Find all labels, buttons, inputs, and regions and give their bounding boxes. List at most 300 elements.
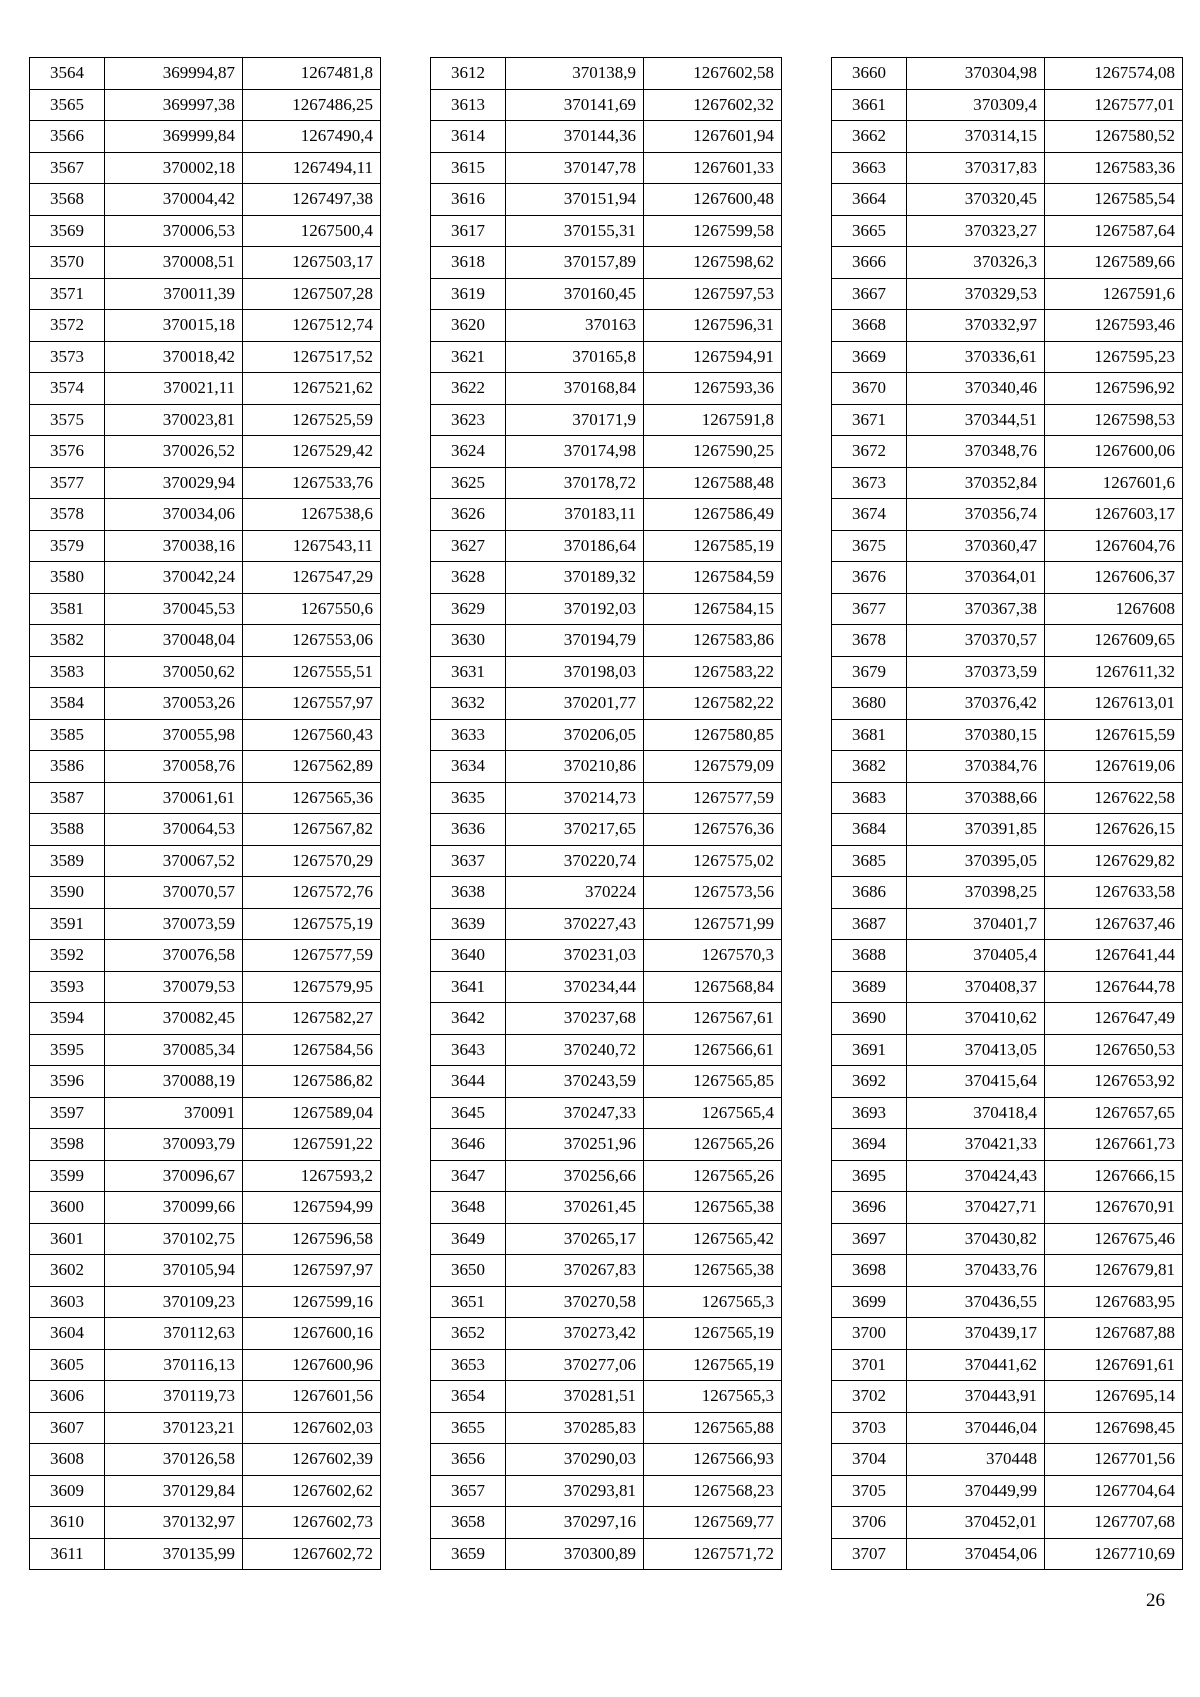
x-coordinate-cell: 370267,83 [506,1255,644,1287]
y-coordinate-cell: 1267602,39 [243,1444,381,1476]
point-number-cell: 3643 [431,1034,506,1066]
point-number-cell: 3659 [431,1538,506,1570]
y-coordinate-cell: 1267572,76 [243,877,381,909]
y-coordinate-cell: 1267600,48 [644,184,782,216]
y-coordinate-cell: 1267602,72 [243,1538,381,1570]
coordinate-table-1 [29,57,381,1570]
x-coordinate-cell: 370270,58 [506,1286,644,1318]
y-coordinate-cell: 1267543,11 [243,530,381,562]
point-number-cell: 3611 [30,1538,105,1570]
table-row [431,1444,782,1476]
y-coordinate-cell: 1267580,52 [1045,121,1183,153]
table-row [832,782,1183,814]
point-number-cell: 3639 [431,908,506,940]
table-row [431,719,782,751]
x-coordinate-cell: 370452,01 [907,1507,1045,1539]
point-number-cell: 3631 [431,656,506,688]
point-number-cell: 3605 [30,1349,105,1381]
point-number-cell: 3656 [431,1444,506,1476]
x-coordinate-cell: 370076,58 [105,940,243,972]
x-coordinate-cell: 370388,66 [907,782,1045,814]
table-row [431,152,782,184]
y-coordinate-cell: 1267570,29 [243,845,381,877]
y-coordinate-cell: 1267580,85 [644,719,782,751]
x-coordinate-cell: 370433,76 [907,1255,1045,1287]
point-number-cell: 3621 [431,341,506,373]
point-number-cell: 3598 [30,1129,105,1161]
table-row [832,1223,1183,1255]
point-number-cell: 3668 [832,310,907,342]
point-number-cell: 3682 [832,751,907,783]
x-coordinate-cell: 370085,34 [105,1034,243,1066]
point-number-cell: 3661 [832,89,907,121]
table-row [30,688,381,720]
x-coordinate-cell: 370178,72 [506,467,644,499]
point-number-cell: 3652 [431,1318,506,1350]
table-row [431,1381,782,1413]
table-row [832,1318,1183,1350]
coordinate-table-3 [831,57,1183,1570]
x-coordinate-cell: 370398,25 [907,877,1045,909]
table-row [30,467,381,499]
y-coordinate-cell: 1267679,81 [1045,1255,1183,1287]
x-coordinate-cell: 370234,44 [506,971,644,1003]
x-coordinate-cell: 370147,78 [506,152,644,184]
y-coordinate-cell: 1267494,11 [243,152,381,184]
y-coordinate-cell: 1267497,38 [243,184,381,216]
x-coordinate-cell: 370356,74 [907,499,1045,531]
y-coordinate-cell: 1267602,62 [243,1475,381,1507]
table-row [431,1255,782,1287]
point-number-cell: 3651 [431,1286,506,1318]
x-coordinate-cell: 370290,03 [506,1444,644,1476]
y-coordinate-cell: 1267609,65 [1045,625,1183,657]
point-number-cell: 3577 [30,467,105,499]
x-coordinate-cell: 370192,03 [506,593,644,625]
point-number-cell: 3690 [832,1003,907,1035]
table-row [431,751,782,783]
y-coordinate-cell: 1267661,73 [1045,1129,1183,1161]
y-coordinate-cell: 1267613,01 [1045,688,1183,720]
x-coordinate-cell: 370446,04 [907,1412,1045,1444]
y-coordinate-cell: 1267603,17 [1045,499,1183,531]
y-coordinate-cell: 1267566,61 [644,1034,782,1066]
table-row [431,373,782,405]
table-row [431,1349,782,1381]
table-row [431,940,782,972]
point-number-cell: 3654 [431,1381,506,1413]
x-coordinate-cell: 370151,94 [506,184,644,216]
x-coordinate-cell: 370053,26 [105,688,243,720]
x-coordinate-cell: 369994,87 [105,58,243,90]
table-row [832,1507,1183,1539]
point-number-cell: 3602 [30,1255,105,1287]
table-row [832,121,1183,153]
y-coordinate-cell: 1267602,58 [644,58,782,90]
table-row [30,89,381,121]
y-coordinate-cell: 1267590,25 [644,436,782,468]
point-number-cell: 3701 [832,1349,907,1381]
point-number-cell: 3582 [30,625,105,657]
point-number-cell: 3593 [30,971,105,1003]
point-number-cell: 3591 [30,908,105,940]
table-row [832,656,1183,688]
point-number-cell: 3703 [832,1412,907,1444]
y-coordinate-cell: 1267566,93 [644,1444,782,1476]
y-coordinate-cell: 1267547,29 [243,562,381,594]
point-number-cell: 3588 [30,814,105,846]
y-coordinate-cell: 1267597,53 [644,278,782,310]
table-row [30,121,381,153]
x-coordinate-cell: 370194,79 [506,625,644,657]
point-number-cell: 3657 [431,1475,506,1507]
table-row [30,1034,381,1066]
y-coordinate-cell: 1267557,97 [243,688,381,720]
point-number-cell: 3568 [30,184,105,216]
table-row [30,656,381,688]
point-number-cell: 3564 [30,58,105,90]
point-number-cell: 3610 [30,1507,105,1539]
x-coordinate-cell: 370008,51 [105,247,243,279]
table-row [431,341,782,373]
y-coordinate-cell: 1267707,68 [1045,1507,1183,1539]
y-coordinate-cell: 1267589,66 [1045,247,1183,279]
x-coordinate-cell: 370015,18 [105,310,243,342]
table-row [431,1003,782,1035]
y-coordinate-cell: 1267591,6 [1045,278,1183,310]
table-row [832,1034,1183,1066]
x-coordinate-cell: 370055,98 [105,719,243,751]
y-coordinate-cell: 1267574,08 [1045,58,1183,90]
x-coordinate-cell: 370155,31 [506,215,644,247]
point-number-cell: 3632 [431,688,506,720]
y-coordinate-cell: 1267582,27 [243,1003,381,1035]
point-number-cell: 3625 [431,467,506,499]
table-row [30,908,381,940]
y-coordinate-cell: 1267577,01 [1045,89,1183,121]
point-number-cell: 3633 [431,719,506,751]
point-number-cell: 3646 [431,1129,506,1161]
x-coordinate-cell: 370061,61 [105,782,243,814]
y-coordinate-cell: 1267597,97 [243,1255,381,1287]
x-coordinate-cell: 370231,03 [506,940,644,972]
table-row [431,1034,782,1066]
y-coordinate-cell: 1267641,44 [1045,940,1183,972]
point-number-cell: 3620 [431,310,506,342]
table-row [30,373,381,405]
point-number-cell: 3678 [832,625,907,657]
x-coordinate-cell: 370034,06 [105,499,243,531]
table-row [832,58,1183,90]
y-coordinate-cell: 1267550,6 [243,593,381,625]
table-row [832,1538,1183,1570]
table-row [832,1097,1183,1129]
y-coordinate-cell: 1267594,99 [243,1192,381,1224]
table-row [30,562,381,594]
point-number-cell: 3706 [832,1507,907,1539]
table-row [832,1066,1183,1098]
x-coordinate-cell: 369999,84 [105,121,243,153]
x-coordinate-cell: 370174,98 [506,436,644,468]
point-number-cell: 3566 [30,121,105,153]
table-row [431,845,782,877]
table-row [30,751,381,783]
y-coordinate-cell: 1267619,06 [1045,751,1183,783]
table-row [832,1349,1183,1381]
y-coordinate-cell: 1267611,32 [1045,656,1183,688]
point-number-cell: 3658 [431,1507,506,1539]
x-coordinate-cell: 370102,75 [105,1223,243,1255]
table-row [832,152,1183,184]
y-coordinate-cell: 1267675,46 [1045,1223,1183,1255]
y-coordinate-cell: 1267701,56 [1045,1444,1183,1476]
y-coordinate-cell: 1267585,54 [1045,184,1183,216]
table-row [30,814,381,846]
x-coordinate-cell: 370206,05 [506,719,644,751]
point-number-cell: 3684 [832,814,907,846]
y-coordinate-cell: 1267601,56 [243,1381,381,1413]
y-coordinate-cell: 1267593,2 [243,1160,381,1192]
point-number-cell: 3681 [832,719,907,751]
table-row [30,782,381,814]
point-number-cell: 3697 [832,1223,907,1255]
table-row [832,247,1183,279]
y-coordinate-cell: 1267601,33 [644,152,782,184]
point-number-cell: 3693 [832,1097,907,1129]
point-number-cell: 3616 [431,184,506,216]
x-coordinate-cell: 370418,4 [907,1097,1045,1129]
y-coordinate-cell: 1267666,15 [1045,1160,1183,1192]
y-coordinate-cell: 1267622,58 [1045,782,1183,814]
y-coordinate-cell: 1267586,82 [243,1066,381,1098]
point-number-cell: 3670 [832,373,907,405]
table-row [30,530,381,562]
x-coordinate-cell: 370198,03 [506,656,644,688]
y-coordinate-cell: 1267602,32 [644,89,782,121]
x-coordinate-cell: 370439,17 [907,1318,1045,1350]
table-row [30,499,381,531]
table-row [832,593,1183,625]
x-coordinate-cell: 370201,77 [506,688,644,720]
x-coordinate-cell: 370237,68 [506,1003,644,1035]
x-coordinate-cell: 370018,42 [105,341,243,373]
point-number-cell: 3634 [431,751,506,783]
table-row [30,1507,381,1539]
x-coordinate-cell: 370243,59 [506,1066,644,1098]
x-coordinate-cell: 370265,17 [506,1223,644,1255]
x-coordinate-cell: 370141,69 [506,89,644,121]
table-row [431,404,782,436]
y-coordinate-cell: 1267595,23 [1045,341,1183,373]
y-coordinate-cell: 1267507,28 [243,278,381,310]
table-row [431,877,782,909]
point-number-cell: 3675 [832,530,907,562]
x-coordinate-cell: 370408,37 [907,971,1045,1003]
point-number-cell: 3691 [832,1034,907,1066]
point-number-cell: 3600 [30,1192,105,1224]
table-row [30,593,381,625]
x-coordinate-cell: 370082,45 [105,1003,243,1035]
point-number-cell: 3595 [30,1034,105,1066]
point-number-cell: 3663 [832,152,907,184]
point-number-cell: 3573 [30,341,105,373]
table-row [832,751,1183,783]
y-coordinate-cell: 1267567,61 [644,1003,782,1035]
y-coordinate-cell: 1267555,51 [243,656,381,688]
y-coordinate-cell: 1267600,96 [243,1349,381,1381]
x-coordinate-cell: 370300,89 [506,1538,644,1570]
y-coordinate-cell: 1267657,65 [1045,1097,1183,1129]
y-coordinate-cell: 1267584,15 [644,593,782,625]
point-number-cell: 3570 [30,247,105,279]
y-coordinate-cell: 1267687,88 [1045,1318,1183,1350]
x-coordinate-cell: 370064,53 [105,814,243,846]
table-row [30,278,381,310]
x-coordinate-cell: 370186,64 [506,530,644,562]
x-coordinate-cell: 370352,84 [907,467,1045,499]
x-coordinate-cell: 370214,73 [506,782,644,814]
point-number-cell: 3599 [30,1160,105,1192]
table-row [832,688,1183,720]
x-coordinate-cell: 370138,9 [506,58,644,90]
point-number-cell: 3687 [832,908,907,940]
point-number-cell: 3569 [30,215,105,247]
table-row [30,184,381,216]
y-coordinate-cell: 1267644,78 [1045,971,1183,1003]
point-number-cell: 3624 [431,436,506,468]
point-number-cell: 3603 [30,1286,105,1318]
point-number-cell: 3594 [30,1003,105,1035]
x-coordinate-cell: 370441,62 [907,1349,1045,1381]
x-coordinate-cell: 370096,67 [105,1160,243,1192]
point-number-cell: 3636 [431,814,506,846]
point-number-cell: 3584 [30,688,105,720]
y-coordinate-cell: 1267565,38 [644,1192,782,1224]
x-coordinate-cell: 370011,39 [105,278,243,310]
point-number-cell: 3688 [832,940,907,972]
point-number-cell: 3665 [832,215,907,247]
x-coordinate-cell: 370088,19 [105,1066,243,1098]
y-coordinate-cell: 1267553,06 [243,625,381,657]
y-coordinate-cell: 1267565,26 [644,1160,782,1192]
x-coordinate-cell: 370277,06 [506,1349,644,1381]
x-coordinate-cell: 370002,18 [105,152,243,184]
point-number-cell: 3596 [30,1066,105,1098]
table-row [30,1349,381,1381]
table-row [431,530,782,562]
point-number-cell: 3707 [832,1538,907,1570]
y-coordinate-cell: 1267583,36 [1045,152,1183,184]
x-coordinate-cell: 370317,83 [907,152,1045,184]
table-row [30,436,381,468]
y-coordinate-cell: 1267604,76 [1045,530,1183,562]
table-row [431,436,782,468]
y-coordinate-cell: 1267567,82 [243,814,381,846]
table-row [30,310,381,342]
y-coordinate-cell: 1267599,58 [644,215,782,247]
x-coordinate-cell: 370058,76 [105,751,243,783]
table-row [832,877,1183,909]
point-number-cell: 3667 [832,278,907,310]
point-number-cell: 3585 [30,719,105,751]
table-row [832,908,1183,940]
point-number-cell: 3650 [431,1255,506,1287]
y-coordinate-cell: 1267588,48 [644,467,782,499]
table-row [431,467,782,499]
y-coordinate-cell: 1267593,36 [644,373,782,405]
point-number-cell: 3607 [30,1412,105,1444]
table-row [832,719,1183,751]
table-row [832,341,1183,373]
point-number-cell: 3574 [30,373,105,405]
y-coordinate-cell: 1267570,3 [644,940,782,972]
y-coordinate-cell: 1267591,22 [243,1129,381,1161]
table-row [431,688,782,720]
table-row [431,562,782,594]
table-row [30,625,381,657]
table-row [832,1192,1183,1224]
table-row [832,1286,1183,1318]
y-coordinate-cell: 1267589,04 [243,1097,381,1129]
point-number-cell: 3590 [30,877,105,909]
point-number-cell: 3628 [431,562,506,594]
x-coordinate-cell: 370309,4 [907,89,1045,121]
x-coordinate-cell: 370401,7 [907,908,1045,940]
y-coordinate-cell: 1267586,49 [644,499,782,531]
y-coordinate-cell: 1267565,85 [644,1066,782,1098]
x-coordinate-cell: 370038,16 [105,530,243,562]
x-coordinate-cell: 370376,42 [907,688,1045,720]
y-coordinate-cell: 1267571,99 [644,908,782,940]
table-row [30,1538,381,1570]
y-coordinate-cell: 1267577,59 [644,782,782,814]
table-row [30,845,381,877]
y-coordinate-cell: 1267577,59 [243,940,381,972]
point-number-cell: 3660 [832,58,907,90]
point-number-cell: 3702 [832,1381,907,1413]
table-row [431,814,782,846]
y-coordinate-cell: 1267591,8 [644,404,782,436]
point-number-cell: 3580 [30,562,105,594]
coordinate-table-2 [430,57,782,1570]
y-coordinate-cell: 1267599,16 [243,1286,381,1318]
x-coordinate-cell: 370364,01 [907,562,1045,594]
x-coordinate-cell: 370370,57 [907,625,1045,657]
x-coordinate-cell: 369997,38 [105,89,243,121]
y-coordinate-cell: 1267538,6 [243,499,381,531]
y-coordinate-cell: 1267521,62 [243,373,381,405]
x-coordinate-cell: 370436,55 [907,1286,1045,1318]
point-number-cell: 3686 [832,877,907,909]
point-number-cell: 3704 [832,1444,907,1476]
point-number-cell: 3648 [431,1192,506,1224]
y-coordinate-cell: 1267529,42 [243,436,381,468]
table-row [431,1412,782,1444]
point-number-cell: 3689 [832,971,907,1003]
table-row [431,1066,782,1098]
point-number-cell: 3638 [431,877,506,909]
x-coordinate-cell: 370384,76 [907,751,1045,783]
x-coordinate-cell: 370421,33 [907,1129,1045,1161]
table-row [431,971,782,1003]
point-number-cell: 3674 [832,499,907,531]
y-coordinate-cell: 1267598,53 [1045,404,1183,436]
x-coordinate-cell: 370119,73 [105,1381,243,1413]
point-number-cell: 3572 [30,310,105,342]
point-number-cell: 3567 [30,152,105,184]
table-row [30,1255,381,1287]
x-coordinate-cell: 370135,99 [105,1538,243,1570]
